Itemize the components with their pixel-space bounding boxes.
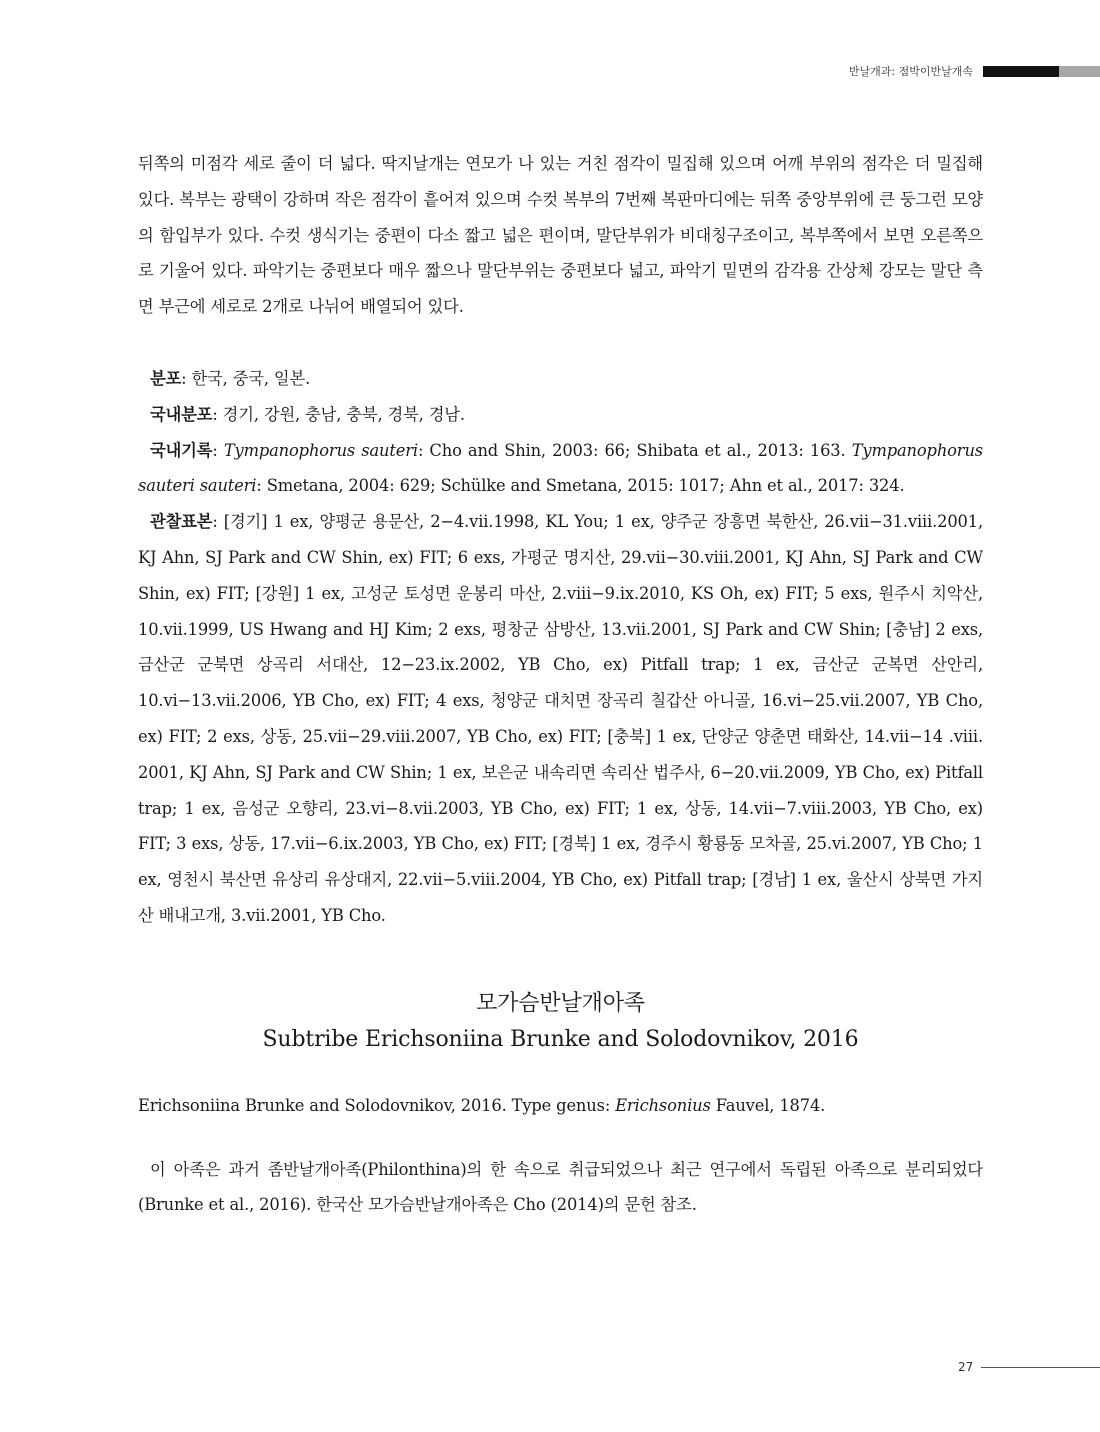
distribution-line	[138, 361, 983, 397]
specimens-label: 관찰표본	[150, 512, 213, 532]
type-genus: Erichsonius	[615, 1095, 711, 1115]
distribution-label: 분포	[150, 368, 182, 388]
domestic-distribution-label: 국내분포	[150, 404, 213, 424]
subtribe-title-english: Subtribe Erichsoniina Brunke and Solodovnikov, 2016	[262, 1026, 859, 1052]
running-header	[849, 64, 1100, 78]
species-name-2: Tympanophorus sauteri sauteri	[138, 440, 983, 496]
page-number: 27	[958, 1360, 974, 1374]
species-name-1: Tympanophorus sauteri	[223, 440, 418, 460]
domestic-distribution-line	[138, 397, 983, 433]
citation-text-2: Fauvel, 1874.	[710, 1095, 826, 1115]
domestic-records-text-2: : Smetana, 2004: 629; Schülke and Smetana, 2015: 1017; Ahn et al., 2017: 324.	[256, 476, 905, 496]
subtribe-title-korean: 모가슴반날개아족	[476, 990, 645, 1016]
header-bar-light	[1059, 66, 1100, 77]
running-title: 반날개과: 점박이반날개속	[848, 65, 973, 78]
header-bar-dark	[983, 66, 1059, 77]
specimens-line	[138, 504, 983, 934]
citation-text-1: Erichsoniina Brunke and Solodovnikov, 2016. Type genus:	[138, 1095, 616, 1115]
footer-rule	[981, 1367, 1100, 1368]
page-content	[138, 146, 983, 1223]
domestic-records-label: 국내기록	[150, 440, 213, 460]
domestic-records-text-1: : Cho and Shin, 2003: 66; Shibata et al., 2013: 163.	[417, 440, 852, 460]
specimens-text: : [경기] 1 ex, 양평군 용문산, 2−4.vii.1998, KL You; 1 ex, 양주군 장흥면 북한산, 26.vii−31.viii.2001, KJ Ahn, SJ Park and CW Shin, ex) FIT; 6 exs, 가평군 명지산, 29.vii−30.viii.2001, KJ Ahn, SJ Park and CW Shin, ex) FIT; [강원] 1 ex, 고성군 토성면 운봉리 마산, 2.viii−9.ix.2010, KS Oh, ex) FIT; 5 exs, 원주시 치악산, 10.vii.1999, US Hwang and HJ Kim; 2 exs, 평창군 삼방산, 13.vii.2001, SJ Park and CW Shin; [충남] 2 exs, 금산군 군북면 상곡리 서대산, 12−23.ix.2002, YB Cho, ex) Pitfall trap; 1 ex, 금산군 군복면 산안리, 10.vi−13.vii.2006, YB Cho, ex) FIT; 4 exs, 청양군 대치면 장곡리 칠갑산 아니골, 16.vi−25.vii.2007, YB Cho, ex) FIT; 2 exs, 상동, 25.vii−29.viii.2007, YB Cho, ex) FIT; [충북] 1 ex, 단양군 양춘면 태화산, 14.vii−14 .viii. 2001, KJ Ahn, SJ Park and CW Shin; 1 ex, 보은군 내속리면 속리산 법주사, 6−20.vii.2009, YB Cho, ex) Pitfall trap; 1 ex, 음성군 오향리, 23.vi−8.vii.2003, YB Cho, ex) FIT; 1 ex, 상동, 14.vii−7.viii.2003, YB Cho, ex) FIT; 3 exs, 상동, 17.vii−6.ix.2003, YB Cho, ex) FIT; [경북] 1 ex, 경주시 황룡동 모차골, 25.vi.2007, YB Cho; 1 ex, 영천시 북산면 유상리 유상대지, 22.vii−5.viii.2004, YB Cho, ex) Pitfall trap; [경남] 1 ex, 울산시 상북면 가지산 배내고개, 3.vii.2001, YB Cho.	[138, 512, 983, 925]
subtribe-citation	[138, 1088, 983, 1124]
final-paragraph: 이 아족은 과거 좀반날개아족(Philonthina)의 한 속으로 취급되었으나 최근 연구에서 독립된 아족으로 분리되었다(Brunke et al., 2016). 한국산 모가슴반날개아족은 Cho (2014)의 문헌 참조.	[138, 1159, 983, 1215]
domestic-distribution-text: : 경기, 강원, 충남, 충북, 경북, 경남.	[212, 404, 465, 424]
description-paragraph: 뒤쪽의 미점각 세로 줄이 더 넓다. 딱지날개는 연모가 나 있는 거친 점각이 밀집해 있으며 어깨 부위의 점각은 더 밀집해 있다. 복부는 광택이 강하며 작은 점각이 흩어져 있으며 수컷 복부의 7번째 복판마디에는 뒤쪽 중앙부위에 큰 둥그런 모양의 함입부가 있다. 수컷 생식기는 중편이 다소 짧고 넓은 편이며, 말단부위가 비대칭구조이고, 복부쪽에서 보면 오른쪽으로 기울어 있다. 파악기는 중편보다 매우 짧으나 말단부위는 중편보다 넓고, 파악기 밑면의 감각용 간상체 강모는 말단 측면 부근에 세로로 2개로 나뉘어 배열되어 있다.	[138, 154, 983, 317]
page-footer	[958, 1359, 1100, 1375]
domestic-records-sep: :	[212, 440, 224, 460]
domestic-records-line	[138, 433, 983, 505]
distribution-text: : 한국, 중국, 일본.	[181, 368, 311, 388]
subtribe-heading	[138, 986, 983, 1058]
